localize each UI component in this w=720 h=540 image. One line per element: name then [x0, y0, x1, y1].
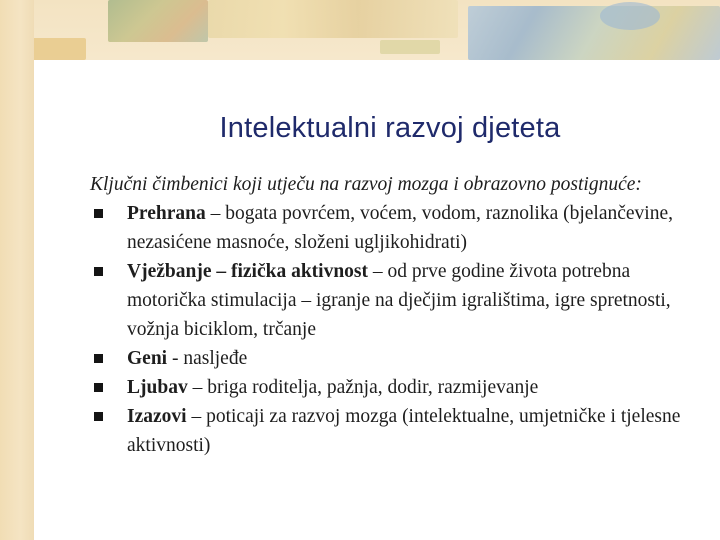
square-bullet-icon	[94, 267, 103, 276]
square-bullet-icon	[94, 209, 103, 218]
list-item	[90, 373, 710, 402]
item-term: Prehrana	[127, 203, 206, 224]
decorative-left-band	[0, 0, 34, 540]
decorative-tile	[468, 6, 720, 60]
item-text: – od prve godine života potrebna motorička stimulacija – igranje na dječjim igralištima, igre spretnosti, vožnja biciklom, trčanje	[127, 261, 671, 340]
square-bullet-icon	[94, 354, 103, 363]
item-term: Geni	[127, 348, 168, 369]
item-text: – briga roditelja, pažnja, dodir, razmijevanje	[187, 377, 539, 398]
intro-text: Ključni čimbenici koji utječu na razvoj mozga i obrazovno postignuće:	[90, 174, 642, 195]
slide-content	[90, 170, 710, 460]
item-text: – bogata povrćem, voćem, vodom, raznolika (bjelančevine, nezasićene masnoće, složeni ugljikohidrati)	[127, 203, 674, 253]
list-item	[90, 257, 710, 344]
decorative-tile	[380, 40, 440, 54]
square-bullet-icon	[94, 412, 103, 421]
slide-title: Intelektualni razvoj djeteta	[219, 112, 561, 144]
list-item	[90, 402, 710, 460]
item-term: Vježbanje – fizička aktivnost	[127, 261, 369, 282]
item-term: Izazovi	[127, 406, 187, 427]
list-item	[90, 344, 710, 373]
decorative-tile	[208, 0, 458, 38]
item-text: – poticaji za razvoj mozga (intelektualne, umjetničke i tjelesne aktivnosti)	[127, 406, 681, 456]
square-bullet-icon	[94, 383, 103, 392]
decorative-tile	[108, 0, 208, 42]
decorative-tile	[600, 2, 660, 30]
list-item	[90, 199, 710, 257]
bullet-list	[90, 199, 710, 460]
item-term: Ljubav	[127, 377, 188, 398]
item-text: - nasljeđe	[167, 348, 248, 369]
